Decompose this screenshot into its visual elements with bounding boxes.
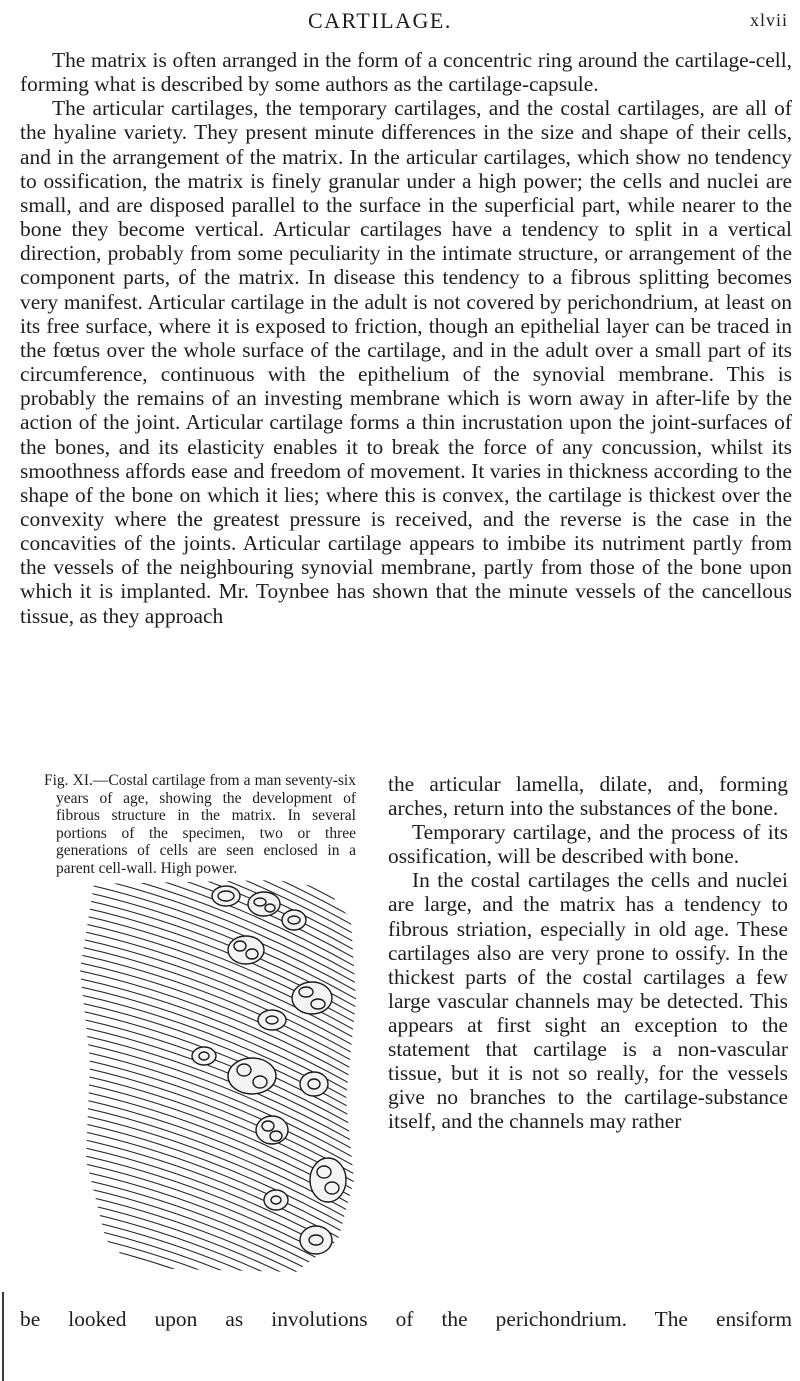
cartilage-illustration [76,880,358,1275]
page-header [0,2,800,42]
page-number: xlvii [749,10,788,30]
paragraph: The matrix is often arranged in the form of a concentric ring around the cartilage-cell, forming what is described by some authors as the cartilage-capsule. [20,48,792,97]
paragraph: Temporary cartilage, and the process of its ossification, will be described with bone. [388,820,788,869]
running-title: CARTILAGE. [308,8,452,33]
figure-caption: Fig. XI.—Costal cartilage from a man seventy-six years of age, showing the development of fibrous structure in the matrix. In several portions of the specimen, two or three generations of cells are seen enclosed in a parent cell-wall. High power. [44,772,356,877]
paragraph: In the costal cartilages the cells and nuclei are large, and the matrix has a tendency to fibrous striation, especially in old age. These cartilages also are very prone to ossify. In the thickest parts of the costal cartilages a few large vascular channels may be detected. This appears at first sight an exception to the statement that cartilage is a non-vascular tissue, but it is not so really, for the vessels give no branches to the cartilage-substance itself, and the channels may rather [388,868,788,1134]
paragraph: The articular cartilages, the temporary cartilages, and the costal cartilages, are all of the hyaline variety. They present minute differences in the size and shape of their cells, and in the arrangement of the matrix. In the articular cartilages, which show no tendency to ossification, the matrix is finely granular under a high power; the cells and nuclei are small, and are disposed parallel to the surface in the superficial part, while nearer to the bone they become vertical. Articular cartilages have a tendency to split in a vertical direction, probably from some peculiarity in the intimate structure, or arrangement of the component parts, of the matrix. In disease this tendency to a fibrous splitting becomes very manifest. Articular cartilage in the adult is not covered by perichondrium, at least on its free surface, where it is exposed to friction, though an epithelial layer can be traced in the fœtus over the whole surface of the cartilage, and in the adult over a small part of its circumference, continuous with the epithelium of the synovial membrane. This is probably the remains of an investing membrane which is worn away in after-life by the action of the joint. Articular cartilage forms a thin incrustation upon the joint-surfaces of the bones, and its elasticity enables it to break the force of any concussion, whilst its smoothness affords ease and freedom of movement. It varies in thickness according to the shape of the bone on which it lies; where this is convex, the cartilage is thickest over the convexity where the greatest pressure is received, and the reverse is the case in the concavities of the joints. Articular cartilage appears to imbibe its nutriment partly from the vessels of the neighbouring synovial membrane, partly from those of the bone upon which it is implanted. Mr. Toynbee has shown that the minute vessels of the cancellous tissue, as they approach [20,96,792,628]
main-text [20,48,792,628]
paragraph: the articular lamella, dilate, and, forming arches, return into the substances of the bone. [388,772,788,821]
margin-rule [2,1292,4,1381]
final-line: be looked upon as involutions of the perichondrium. The ensiform [20,1307,792,1331]
figure-xi [44,772,364,877]
column-text [388,772,788,1133]
